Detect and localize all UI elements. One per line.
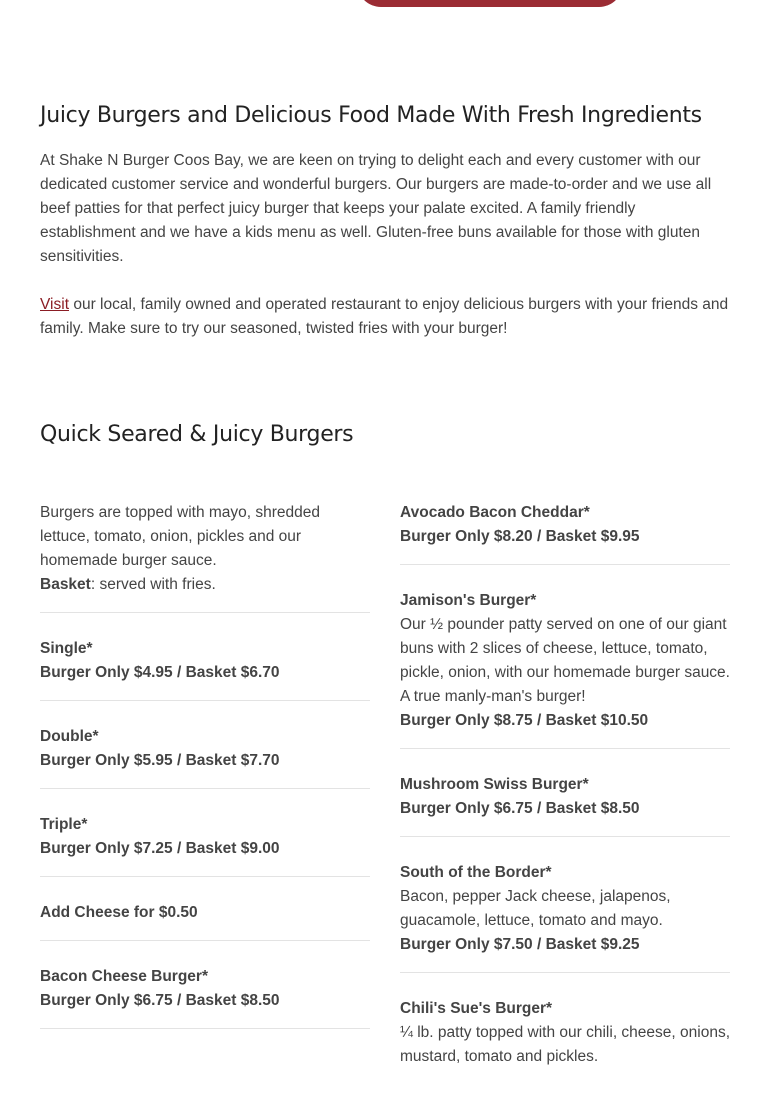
menu-heading: Quick Seared & Juicy Burgers (40, 422, 354, 447)
menu-item-south-of-the-border (400, 861, 730, 973)
menu-item-price: Burger Only $8.75 / Basket $10.50 (400, 712, 649, 729)
menu-item-price: Burger Only $7.25 / Basket $9.00 (40, 840, 280, 857)
menu-item-name: Bacon Cheese Burger* (40, 968, 208, 985)
menu-item-description: ¼ lb. patty topped with our chili, cheese, onions, mustard, tomato and pickles. (400, 1024, 731, 1065)
menu-item-name: Single* (40, 640, 93, 657)
menu-item-mushroom-swiss (400, 773, 730, 837)
basket-text: : served with fries. (90, 576, 216, 593)
menu-item-add-cheese (40, 901, 370, 941)
menu-item-jamisons-burger (400, 589, 730, 749)
intro-heading: Juicy Burgers and Delicious Food Made With Fresh Ingredients (40, 103, 702, 128)
menu-item-name: Avocado Bacon Cheddar* (400, 504, 590, 521)
visit-paragraph-text: our local, family owned and operated restaurant to enjoy delicious burgers with your friends and family. Make sure to try our seasoned, twisted fries with your burger! (40, 296, 729, 337)
menu-item-name: Triple* (40, 816, 88, 833)
menu-item-name: Jamison's Burger* (400, 592, 537, 609)
menu-column-right (400, 501, 730, 1096)
menu-item-price: Burger Only $6.75 / Basket $8.50 (40, 992, 280, 1009)
menu-item-price: Burger Only $6.75 / Basket $8.50 (400, 800, 640, 817)
menu-item-name: Double* (40, 728, 99, 745)
menu-item-name: South of the Border* (400, 864, 552, 881)
menu-note (40, 501, 370, 613)
menu-item-chilis-sues-burger (400, 997, 730, 1084)
menu-item-double (40, 725, 370, 789)
menu-grid (40, 501, 730, 1096)
menu-column-left (40, 501, 370, 1053)
visit-link[interactable]: Visit (40, 296, 70, 313)
intro-paragraph: At Shake N Burger Coos Bay, we are keen on trying to delight each and every customer with our dedicated customer service and wonderful burgers. Our burgers are made-to-order and we use all beef patties for that perfect juicy burger that keeps your palate excited. A family friendly establishment and we have a kids menu as well. Gluten-free buns available for those with gluten sensitivities. (40, 152, 712, 265)
menu-item-price: Burger Only $5.95 / Basket $7.70 (40, 752, 280, 769)
menu-item-bacon-cheese (40, 965, 370, 1029)
top-cta-button[interactable] (357, 0, 623, 7)
menu-item-name: Chili's Sue's Burger* (400, 1000, 553, 1017)
basket-label: Basket (40, 576, 91, 593)
main-content (40, 100, 730, 1096)
menu-note-text: Burgers are topped with mayo, shredded lettuce, tomato, onion, pickles and our homemade burger sauce. (40, 504, 321, 569)
menu-item-price: Burger Only $4.95 / Basket $6.70 (40, 664, 280, 681)
menu-item-description: Bacon, pepper Jack cheese, jalapenos, guacamole, lettuce, tomato and mayo. (400, 888, 671, 929)
visit-paragraph (40, 293, 730, 341)
menu-item-name: Add Cheese for $0.50 (40, 904, 198, 921)
menu-item-price: Burger Only $8.20 / Basket $9.95 (400, 528, 640, 545)
menu-item-name: Mushroom Swiss Burger* (400, 776, 589, 793)
menu-item-triple (40, 813, 370, 877)
menu-item-single (40, 637, 370, 701)
menu-item-price: Burger Only $7.50 / Basket $9.25 (400, 936, 640, 953)
menu-item-description: Our ½ pounder patty served on one of our giant buns with 2 slices of cheese, lettuce, tomato, pickle, onion, with our homemade burger sauce. A true manly-man's burger! (400, 616, 730, 705)
menu-item-avocado-bacon-cheddar (400, 501, 730, 565)
